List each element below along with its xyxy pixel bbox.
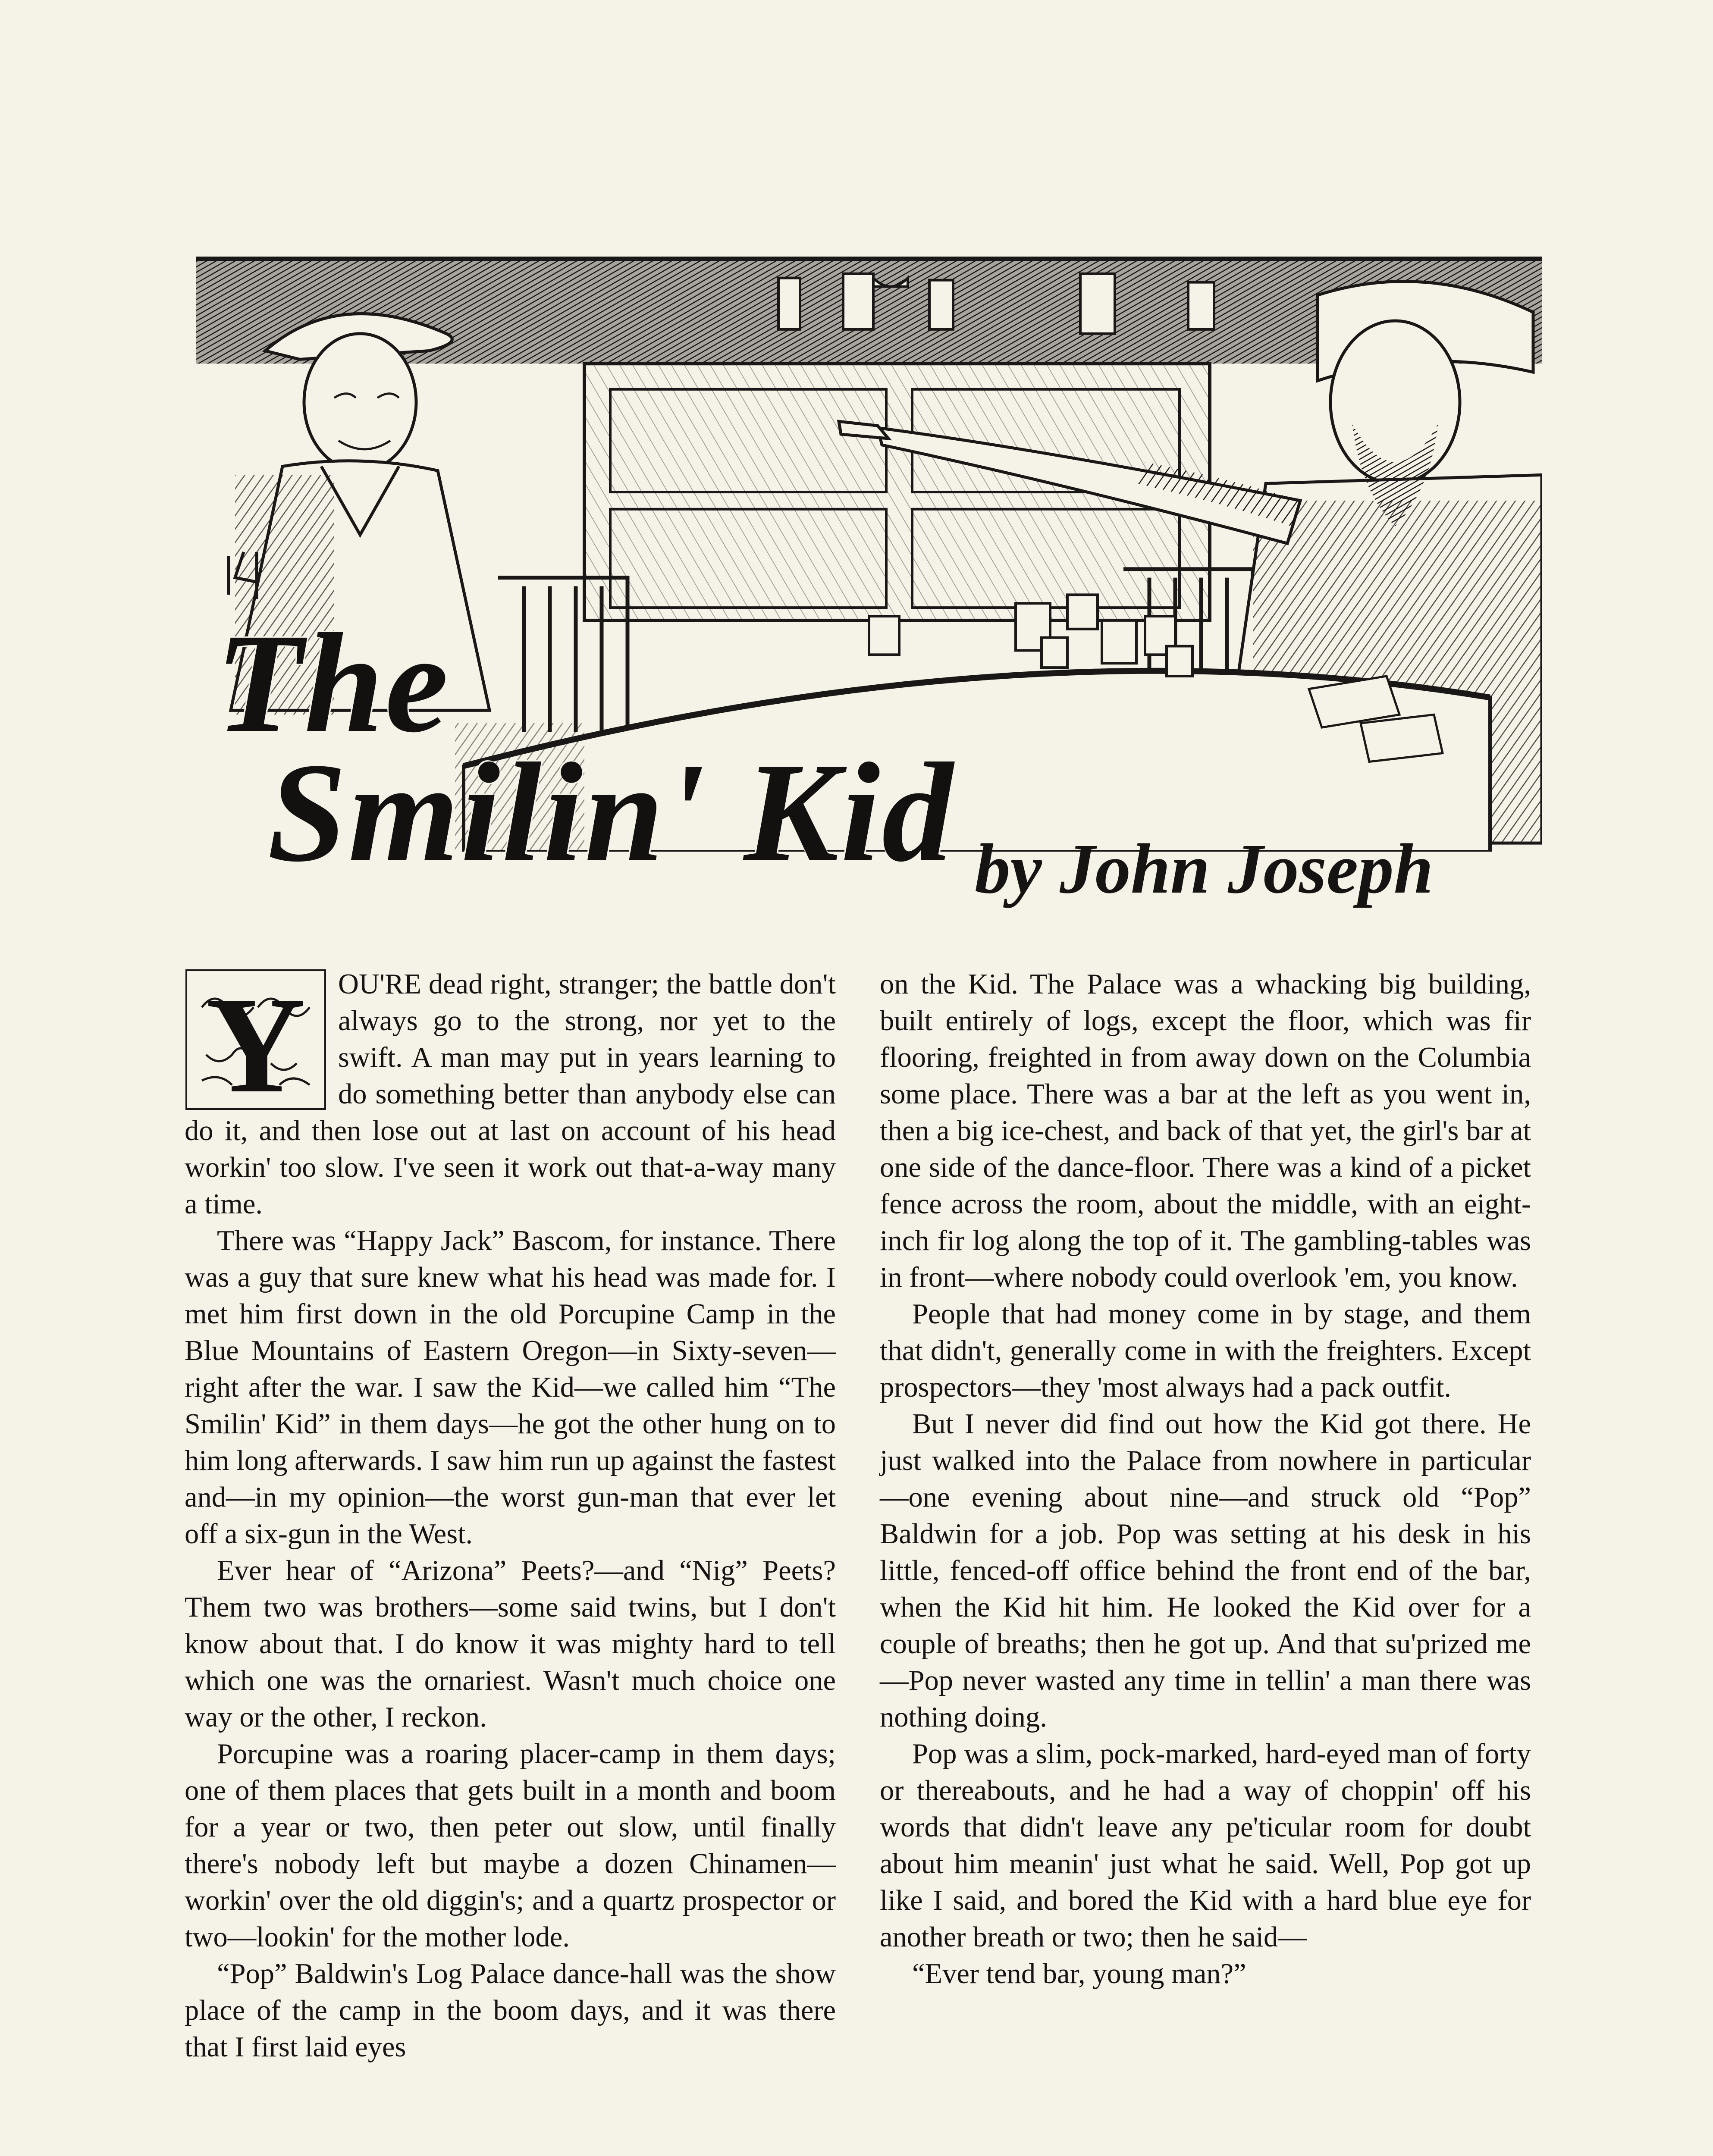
paragraph: “Ever tend bar, young man?” [912,1958,1246,1990]
story-title-line1: The [216,605,450,762]
story-title-line2: Smilin' Kid [267,734,955,891]
paragraph: People that had money come in by stage, and them that didn't, generally come in with the freighters. Except prospectors—they 'most always had a pack outfit. [880,1298,1531,1403]
paragraph: “Pop” Baldwin's Log Palace dance-hall was the show place of the camp in the boom days, and it was there that I first laid eyes [185,1958,836,2063]
text-column-right [880,966,1531,1992]
text-column-left [185,966,836,2065]
dropcap-letter: Y [206,969,306,1111]
paragraph: There was “Happy Jack” Bascom, for instance. There was a guy that sure knew what his head was made for. I met him first down in the old Porcupine Camp in the Blue Mountains of Eastern Oregon—in Sixty-seven—right after the war. I saw the Kid—we called him “The Smilin' Kid” in them days—he got the other hung on to him long afterwards. I saw him run up against the fastest and—in my opinion—the worst gun-man that ever let off a six-gun in the West. [185,1225,836,1550]
paragraph: Porcupine was a roaring placer-camp in them days; one of them places that gets built in a month and boom for a year or two, then peter out slow, until finally there's nobody left but maybe a dozen Chinamen—workin' over the old diggin's; and a quartz prospector or two—lookin' for the mother lode. [185,1738,836,1953]
dropcap-ornament [185,968,327,1111]
paragraph: Pop was a slim, pock-marked, hard-eyed man of forty or thereabouts, and he had a way of choppin' off his words that didn't leave any pe'ticular room for doubt about him meanin' just what he said. Well, Pop got up like I said, and bored the Kid with a hard blue eye for another breath or two; then he said— [880,1738,1531,1953]
paragraph: on the Kid. The Palace was a whacking big building, built entirely of logs, except the floor, which was fir flooring, freighted in from away down on the Columbia some place. There was a bar at the left as you went in, then a big ice-chest, and back of that yet, the girl's bar at one side of the dance-floor. There was a kind of a picket fence across the room, about the middle, with an eight-inch fir log along the top of it. The gambling-tables was in front—where nobody could overlook 'em, you know. [880,968,1531,1293]
paragraph: OU'RE dead right, stranger; the battle don't always go to the strong, nor yet to the swift. A man may put in years learning to do something better than anybody else can do it, and then lose out at last on account of his head workin' too slow. I've seen it work out that-a-way many a time. [185,968,836,1220]
paragraph: But I never did find out how the Kid got there. He just walked into the Palace from nowhere in particular—one evening about nine—and struck old “Pop” Baldwin for a job. Pop was setting at his desk in his little, fenced-off office behind the front end of the bar, when the Kid hit him. He looked the Kid over for a couple of breaths; then he got up. And that su'prized me—Pop never wasted any time in tellin' a man there was nothing doing. [880,1408,1531,1733]
dropcap [185,968,327,1111]
paragraph: Ever hear of “Arizona” Peets?—and “Nig” Peets? Them two was brothers—some said twins, but I don't know about that. I do know it was mighty hard to tell which one was the ornariest. Wasn't much choice one way or the other, I reckon. [185,1555,836,1733]
byline: by John Joseph [975,829,1434,908]
